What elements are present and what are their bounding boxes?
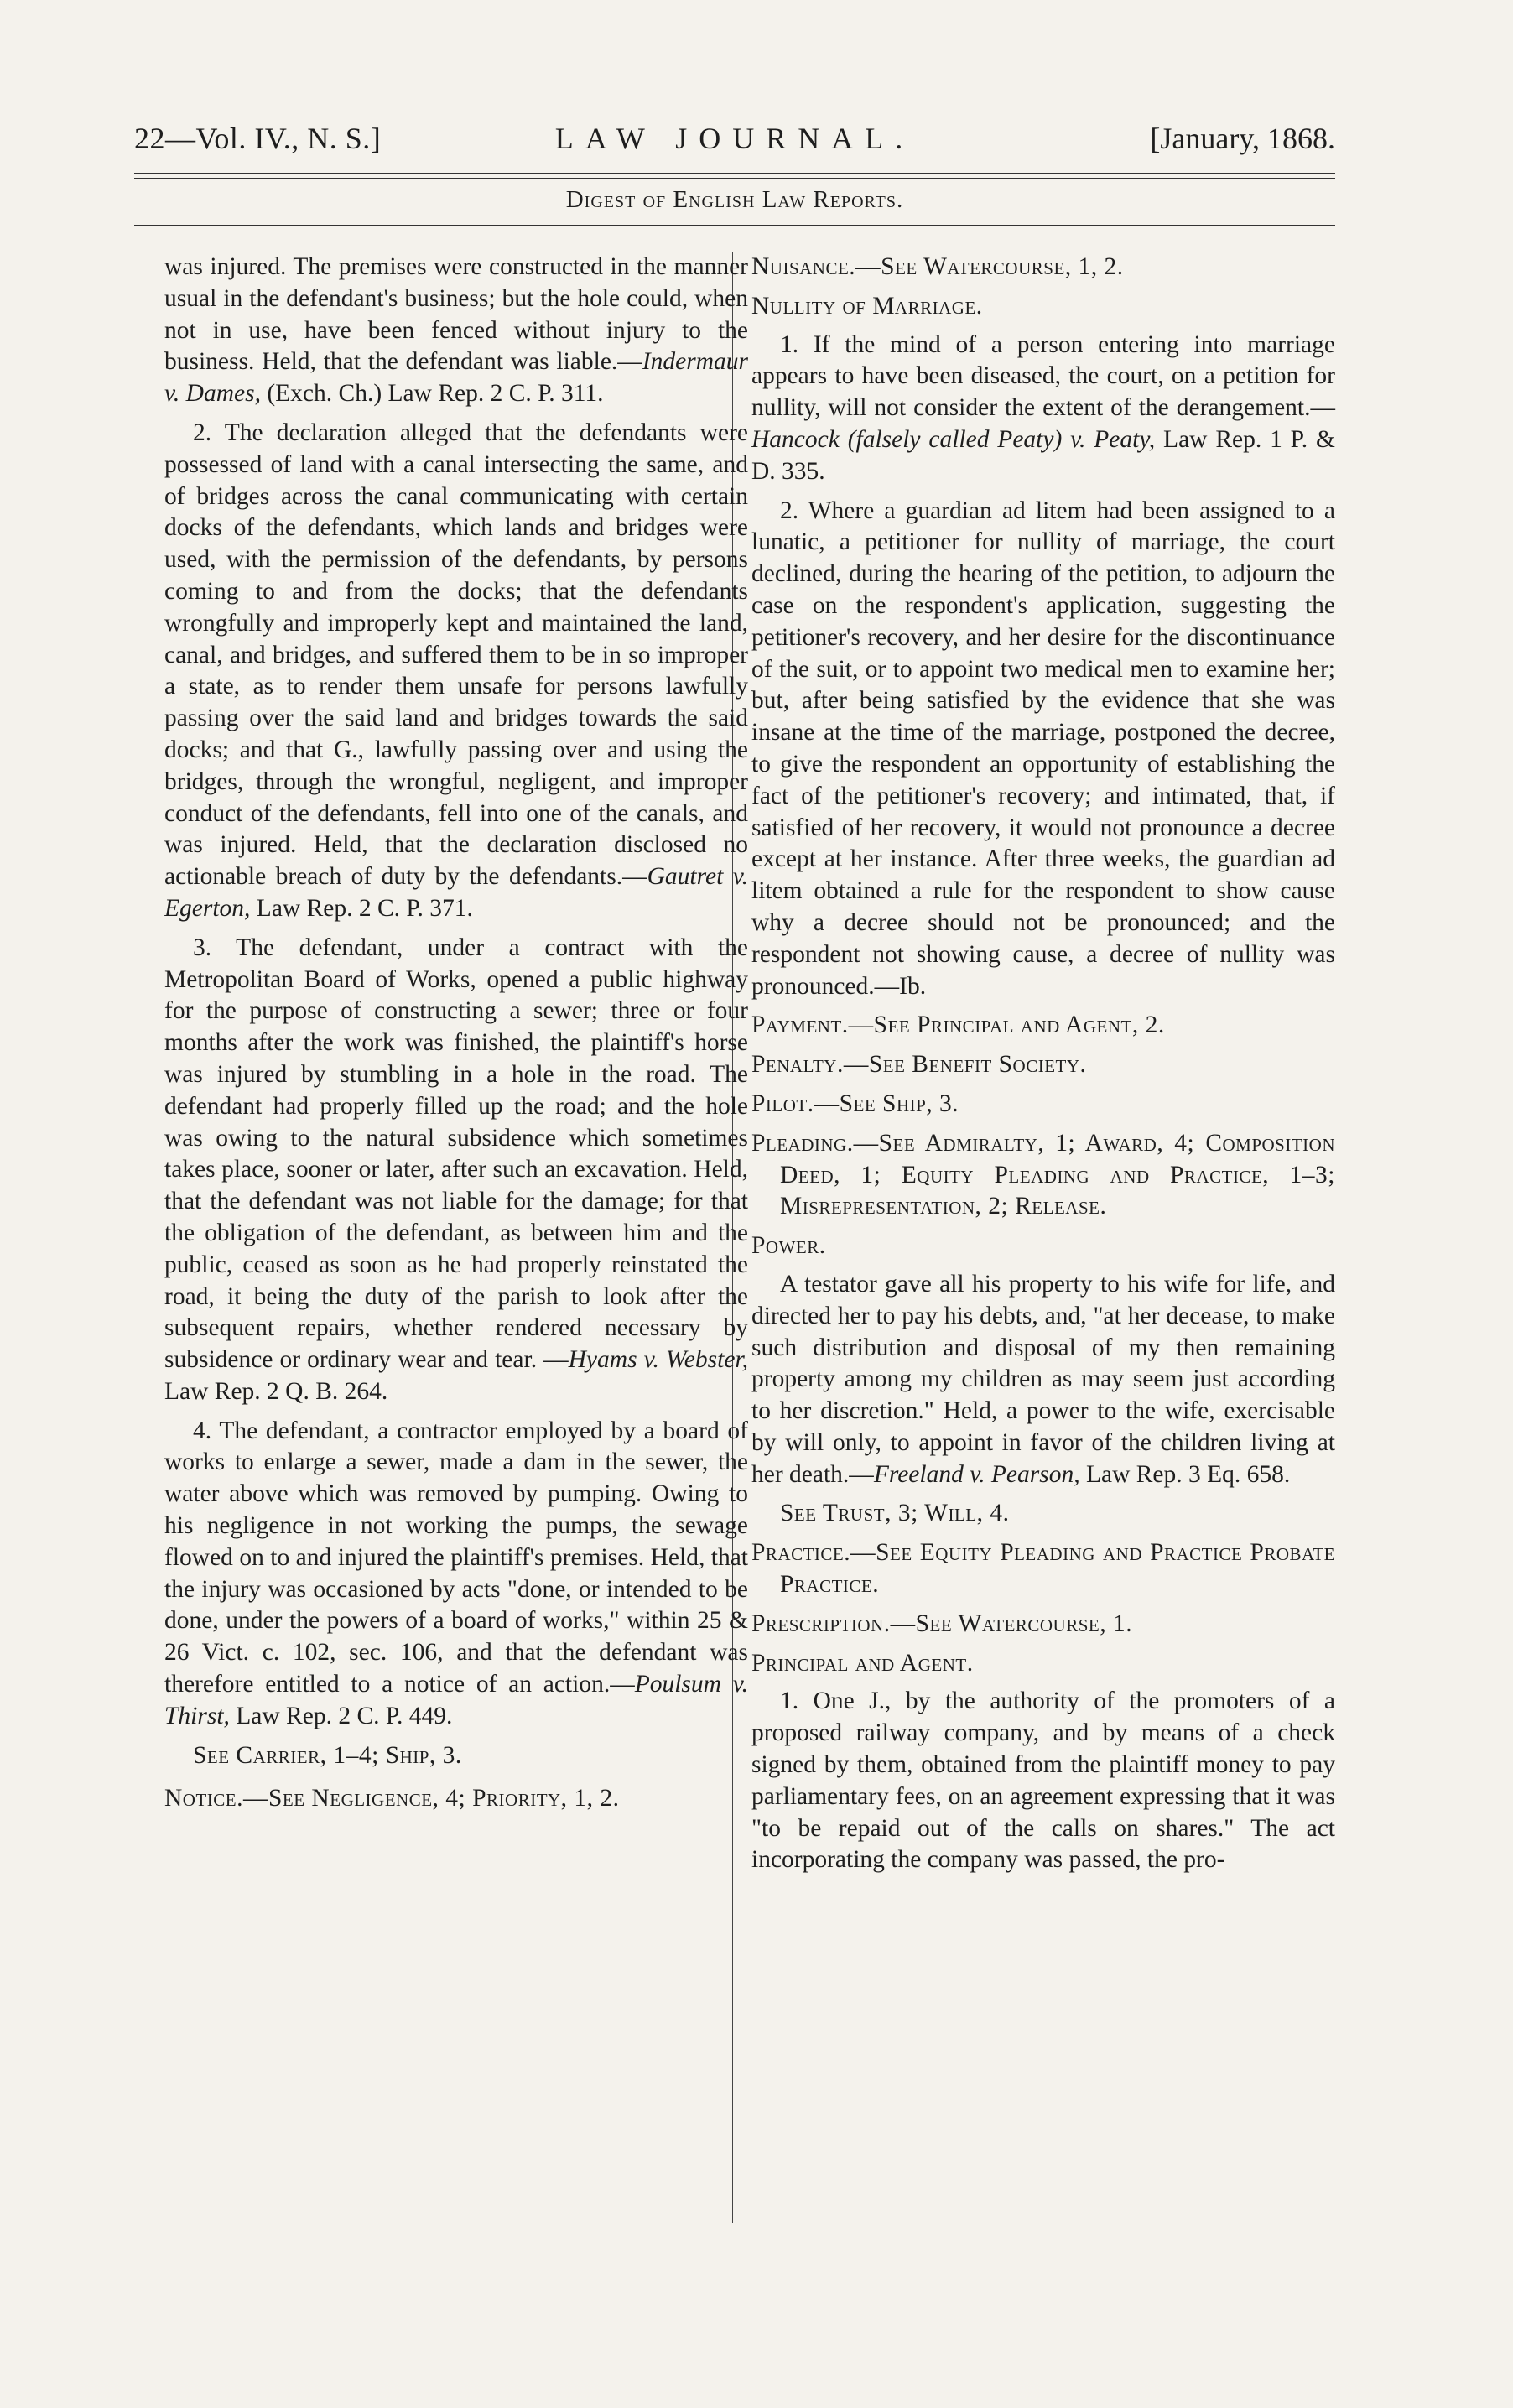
- case-citation: Indermaur v. Dames,: [164, 348, 748, 408]
- citation-reference: (Exch. Ch.) Law Rep. 2 C. P. 311.: [260, 380, 604, 408]
- case-citation: Poulsum v. Thirst,: [164, 1671, 748, 1729]
- digest-paragraph-2: [164, 418, 748, 925]
- section-title: Digest of English Law Reports.: [565, 186, 904, 213]
- heading-power: Power.: [751, 1232, 826, 1260]
- entry-penalty: Penalty.—See Benefit Society.: [751, 1051, 1087, 1079]
- citation-reference: Law Rep. 3 Eq. 658.: [1079, 1460, 1291, 1488]
- running-head-volume: 22—Vol. IV., N. S.]: [134, 122, 382, 155]
- running-head: [134, 121, 1335, 168]
- entry-notice: Notice.—See Negligence, 4; Priority, 1, 2.: [164, 1785, 620, 1813]
- digest-paragraph-4: [164, 1416, 748, 1733]
- paragraph-text: 4. The defendant, a contractor employed by a board of works to enlarge a sewer, made a dam in the sewer, the water above which was removed by pumping. Owing to his negligence in not working the pumps, the sewage flowed on to and injured the plaintiff's premises. Held, that the injury was occasioned by acts "done, or intended to be done, under the powers of a board of works," within 25 & 26 Vict. c. 102, sec. 106, and that the defendant was therefore entitled to a notice of an action.—: [164, 1417, 748, 1698]
- case-citation: Gautret v. Egerton,: [164, 863, 748, 922]
- principal-paragraph-1: 1. One J., by the authority of the promoters of a proposed railway company, and by means of a check signed by them, obtained from the plaintiff money to pay parliamentary fees, on an agreement expressing that it was "to be repaid out of the calls on shares." The act incorporating the company was passed, the pro-: [751, 1688, 1335, 1874]
- cross-reference: See Trust, 3; Will, 4.: [780, 1500, 1010, 1527]
- digest-paragraph-3: [164, 933, 748, 1408]
- running-head-date: [January, 1868.: [1150, 122, 1335, 155]
- citation-reference: Law Rep. 2 C. P. 371.: [250, 894, 473, 922]
- citation-reference: Law Rep. 2 Q. B. 264.: [164, 1377, 388, 1405]
- entry-pilot: Pilot.—See Ship, 3.: [751, 1090, 959, 1117]
- citation-reference: Law Rep. 1 P. & D. 335.: [751, 425, 1335, 485]
- journal-title: LAW JOURNAL.: [554, 122, 915, 155]
- citation-reference: Law Rep. 2 C. P. 449.: [229, 1702, 453, 1729]
- case-citation: Hyams v. Webster,: [568, 1346, 749, 1374]
- paragraph-text: was injured. The premises were constructed in the manner usual in the defendant's business; but the hole could, when not in use, have been fenced without injury to the business. Held, that the defendant was liable.—: [164, 253, 748, 376]
- digest-paragraph-continued: [164, 252, 748, 410]
- nullity-paragraph-1: [751, 330, 1335, 488]
- left-column: [164, 252, 748, 1823]
- paragraph-text: 1. If the mind of a person entering into marriage appears to have been diseased, the court, on a petition for nullity, will not consider the extent of the derangement.—: [751, 330, 1335, 422]
- entry-nuisance: Nuisance.—See Watercourse, 1, 2.: [751, 253, 1124, 280]
- paragraph-text: 3. The defendant, under a contract with the Metropolitan Board of Works, opened a public highway for the purpose of constructing a sewer; three or four months after the work was finished, the plaintiff's horse was injured by stumbling in a hole in the road. The defendant had properly filled up the road; and the hole was owing to the natural subsidence which sometimes takes place, sooner or later, after such an excavation. Held, that the defendant was not liable for the damage; for that the obligation of the defendant, as between him and the public, ceased as soon as he had properly reinstated the road, it being the duty of the parish to look after the subsequent repairs, whether rendered necessary by subsidence or ordinary wear and tear. —: [164, 934, 748, 1374]
- heading-principal-and-agent: Principal and Agent.: [751, 1649, 974, 1677]
- entry-pleading: Pleading.—See Admiralty, 1; Award, 4; Composition Deed, 1; Equity Pleading and Practice, 1–3; Misrepresentation, 2; Release.: [751, 1129, 1335, 1220]
- heading-nullity-of-marriage: Nullity of Marriage.: [751, 292, 983, 320]
- paragraph-text: 2. The declaration alleged that the defendants were possessed of land with a canal intersecting the same, and of bridges across the canal communicating with certain docks of the defendants, which lands and bridges were used, with the permission of the defendants, by persons coming to and from the docks; that the defendants wrongfully and improperly kept and maintained the land, canal, and bridges, and suffered them to be in so improper a state, as to render them unsafe for persons lawfully passing over the said land and bridges towards the said docks; and that G., lawfully passing over and using the bridges, through the wrongful, negligent, and improper conduct of the defendants, fell into one of the canals, and was injured. Held, that the declaration disclosed no actionable breach of duty by the defendants.—: [164, 419, 748, 891]
- header-rule-double: [134, 178, 1335, 179]
- case-citation: Hancock (falsely called Peaty) v. Peaty,: [751, 425, 1156, 453]
- section-rule: [134, 225, 1335, 226]
- entry-payment: Payment.—See Principal and Agent, 2.: [751, 1012, 1165, 1039]
- power-paragraph: [751, 1269, 1335, 1491]
- paragraph-text: A testator gave all his property to his wife for life, and directed her to pay his debts, and, "at her decease, to make such distribution and disposal of my then remaining property among my children as may seem just according to her discretion." Held, a power to the wife, exercisable by will only, to appoint in favor of the children living at her death.—: [751, 1270, 1335, 1488]
- header-rule-top: [134, 173, 1335, 174]
- case-citation: Freeland v. Pearson,: [873, 1460, 1080, 1488]
- nullity-paragraph-2: 2. Where a guardian ad litem had been assigned to a lunatic, a petitioner for nullity of marriage, the court declined, during the hearing of the petition, to adjourn the case on the respondent's application, suggesting the petitioner's recovery, and her desire for the discontinuance of the suit, or to appoint two medical men to examine her; but, after being satisfied by the evidence that she was insane at the time of the marriage, postponed the decree, to give the respondent an opportunity of establishing the fact of the petitioner's recovery; and intimated, that, if satisfied of her recovery, it would not pronounce a decree except at her instance. After three weeks, the guardian ad litem obtained a rule for the respondent to show cause why a decree should not be pronounced; and the respondent not showing cause, a decree of nullity was pronounced.—Ib.: [751, 497, 1335, 1000]
- cross-reference: See Carrier, 1–4; Ship, 3.: [193, 1741, 462, 1769]
- entry-prescription: Prescription.—See Watercourse, 1.: [751, 1610, 1133, 1637]
- entry-practice: Practice.—See Equity Pleading and Practice Probate Practice.: [751, 1539, 1335, 1599]
- right-column: [751, 252, 1335, 1884]
